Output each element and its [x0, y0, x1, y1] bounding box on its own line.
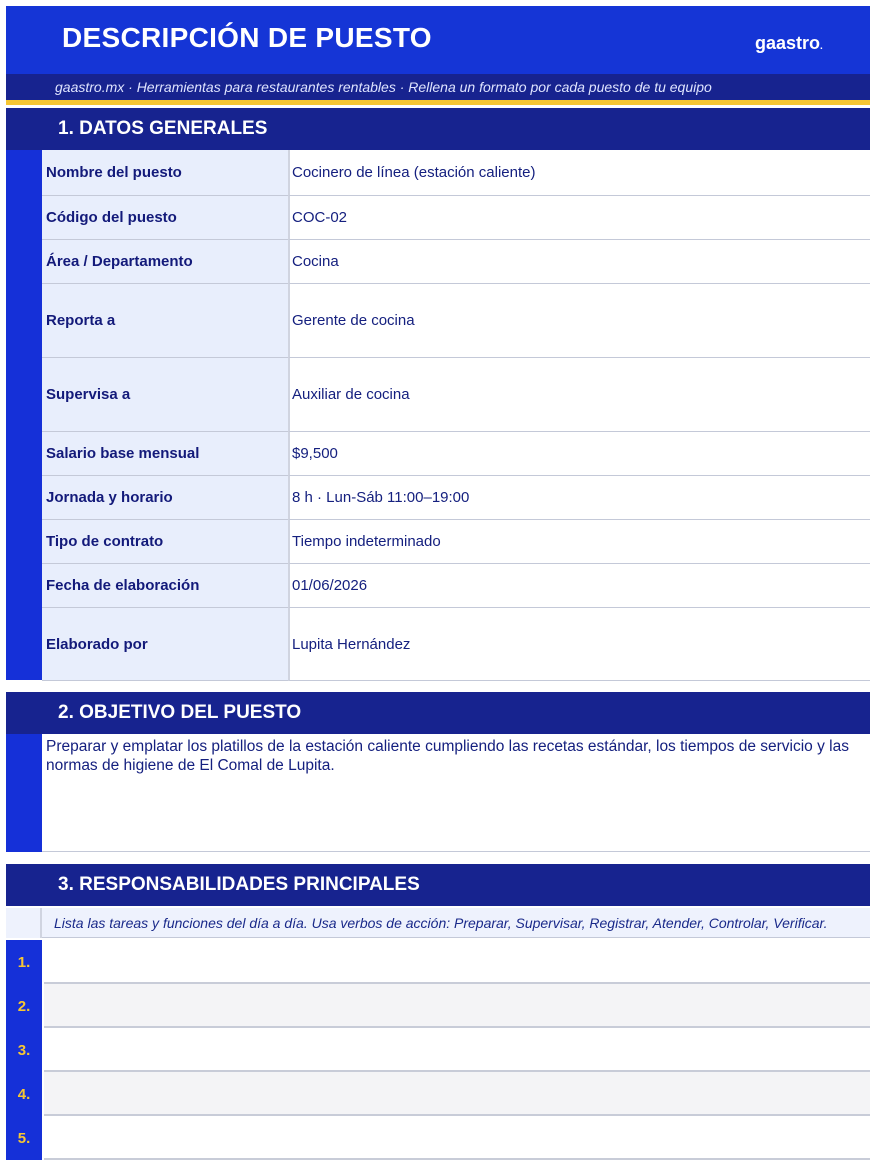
field-label-jornada: Jornada y horario [42, 476, 288, 520]
responsibility-number: 3. [6, 1028, 42, 1072]
field-value-reporta-a[interactable]: Gerente de cocina [288, 284, 870, 358]
section-responsabilidades-title: 3. RESPONSABILIDADES PRINCIPALES [6, 864, 870, 906]
field-label-supervisa-a: Supervisa a [42, 358, 288, 432]
page-title: DESCRIPCIÓN DE PUESTO [62, 22, 432, 53]
responsibility-number: 1. [6, 940, 42, 984]
logo-text: gaastro [755, 33, 821, 53]
subtitle-bar: gaastro.mx · Herramientas para restaurantes rentables · Rellena un formato por cada puesto de tu equipo [6, 74, 870, 100]
field-value-codigo-puesto[interactable]: COC-02 [288, 196, 870, 240]
field-label-tipo-contrato: Tipo de contrato [42, 520, 288, 564]
responsibility-field-3[interactable] [44, 1028, 870, 1072]
field-value-supervisa-a[interactable]: Auxiliar de cocina [288, 358, 870, 432]
field-label-elaborado-por: Elaborado por [42, 608, 288, 681]
objetivo-text[interactable]: Preparar y emplatar los platillos de la estación caliente cumpliendo las recetas estándar, los tiempos de servicio y las normas de higiene de El Comal de Lupita. [42, 734, 870, 852]
field-label-reporta-a: Reporta a [42, 284, 288, 358]
responsibility-field-5[interactable] [44, 1116, 870, 1160]
logo-dot: . [820, 41, 823, 52]
section-objetivo-title: 2. OBJETIVO DEL PUESTO [6, 692, 870, 734]
field-label-nombre-puesto: Nombre del puesto [42, 150, 288, 196]
field-label-codigo-puesto: Código del puesto [42, 196, 288, 240]
hint-left-cell [6, 908, 42, 938]
section-2-side-stripe [6, 734, 42, 852]
responsibility-field-2[interactable] [44, 984, 870, 1028]
responsibility-number: 2. [6, 984, 42, 1028]
responsibility-number: 4. [6, 1072, 42, 1116]
field-label-fecha: Fecha de elaboración [42, 564, 288, 608]
field-value-area[interactable]: Cocina [288, 240, 870, 284]
section-datos-generales-title: 1. DATOS GENERALES [6, 108, 870, 150]
responsibility-number: 5. [6, 1116, 42, 1160]
section-1-side-stripe [6, 150, 42, 680]
field-value-fecha[interactable]: 01/06/2026 [288, 564, 870, 608]
field-label-area: Área / Departamento [42, 240, 288, 284]
responsibility-field-1[interactable] [44, 940, 870, 984]
field-value-jornada[interactable]: 8 h · Lun-Sáb 11:00–19:00 [288, 476, 870, 520]
field-value-elaborado-por[interactable]: Lupita Hernández [288, 608, 870, 681]
field-value-nombre-puesto[interactable]: Cocinero de línea (estación caliente) [288, 150, 870, 196]
responsibility-field-4[interactable] [44, 1072, 870, 1116]
field-label-salario: Salario base mensual [42, 432, 288, 476]
responsabilidades-hint: Lista las tareas y funciones del día a día. Usa verbos de acción: Preparar, Supervisar, Registrar, Atender, Controlar, Verificar. [42, 908, 870, 938]
accent-divider [6, 100, 870, 105]
gaastro-logo [755, 33, 823, 54]
field-value-salario[interactable]: $9,500 [288, 432, 870, 476]
field-value-tipo-contrato[interactable]: Tiempo indeterminado [288, 520, 870, 564]
